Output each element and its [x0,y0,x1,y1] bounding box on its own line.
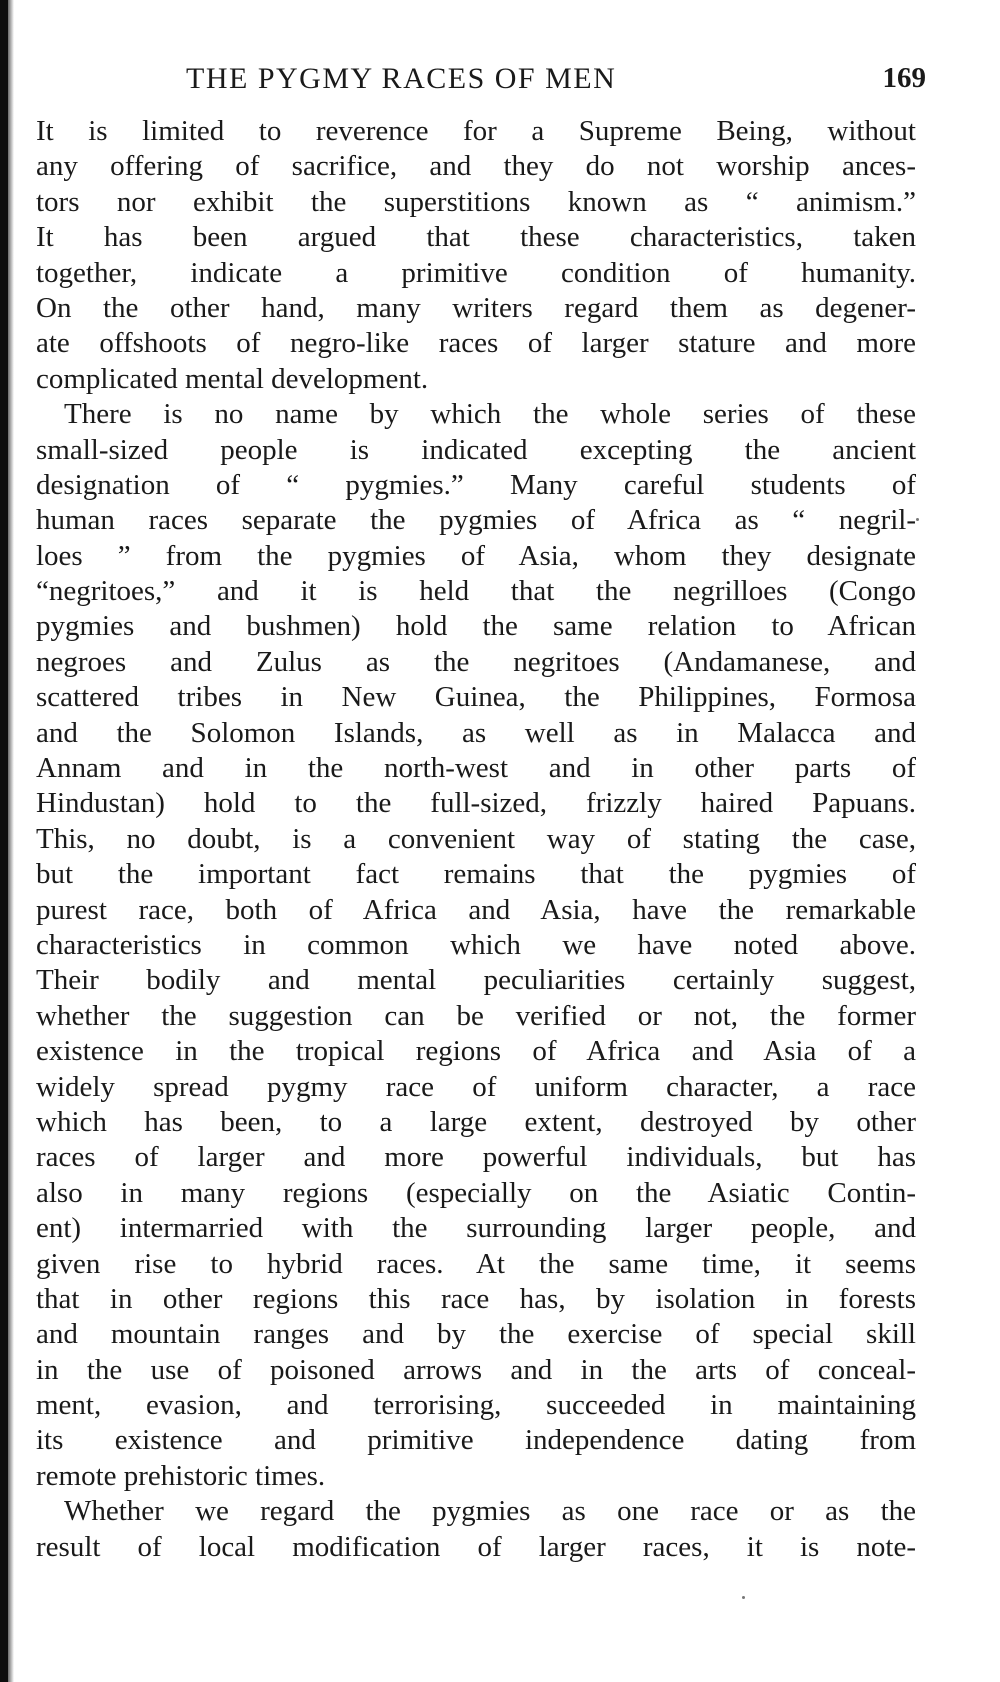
text-line: races of larger and more powerful individuals, but has [36,1141,916,1174]
text-line: in the use of poisoned arrows and in the arts of conceal- [36,1353,916,1386]
text-line: On the other hand, many writers regard them as degener- [36,291,916,324]
text-line: its existence and primitive independence dating from [36,1424,916,1457]
text-line: ment, evasion, and terrorising, succeeded in maintaining [36,1389,916,1422]
text-line: “negritoes,” and it is held that the negrilloes (Congo [36,575,916,608]
book-spine-shadow [0,0,8,1682]
text-line: complicated mental development. [36,362,429,395]
text-line: remote prehistoric times. [36,1459,326,1492]
text-line: Whether we regard the pygmies as one race or as the [64,1495,916,1528]
paper-speck [742,1596,745,1599]
paragraph-2 [36,397,916,1494]
text-line: Their bodily and mental peculiarities certainly suggest, [36,964,916,997]
text-line: which has been, to a large extent, destroyed by other [36,1105,916,1138]
text-line: result of local modification of larger races, it is note- [36,1530,916,1563]
page-number: 169 [882,62,926,94]
text-line: given rise to hybrid races. At the same time, it seems [36,1247,916,1280]
paragraph-1 [36,114,916,397]
text-line: ate offshoots of negro-like races of larger stature and more [36,327,916,360]
text-line: any offering of sacrifice, and they do not worship ances- [36,150,916,183]
text-line: negroes and Zulus as the negritoes (Andamanese, and [36,645,916,678]
page-header [36,62,926,102]
text-line: loes ” from the pygmies of Asia, whom they designate [36,539,916,572]
running-head: THE PYGMY RACES OF MEN [186,62,617,95]
text-line: purest race, both of Africa and Asia, have the remarkable [36,893,916,926]
text-line: characteristics in common which we have noted above. [36,928,916,961]
text-line: human races separate the pygmies of Africa as “ negril- [36,504,916,537]
book-spine-shadow-fade [8,0,14,1682]
text-line: whether the suggestion can be verified or not, the former [36,999,916,1032]
text-line: designation of “ pygmies.” Many careful students of [36,468,916,501]
text-line: This, no doubt, is a convenient way of stating the case, [36,822,916,855]
paper-speck [916,518,919,521]
text-line: that in other regions this race has, by isolation in forests [36,1282,916,1315]
text-line: small-sized people is indicated excepting the ancient [36,433,916,466]
paragraph-3 [36,1494,916,1565]
text-line: existence in the tropical regions of Africa and Asia of a [36,1035,916,1068]
text-line: and mountain ranges and by the exercise of special skill [36,1318,916,1351]
text-line: It is limited to reverence for a Supreme Being, without [36,115,916,147]
text-line: ent) intermarried with the surrounding larger people, and [36,1212,916,1245]
text-line: scattered tribes in New Guinea, the Philippines, Formosa [36,681,916,714]
body-text [36,114,916,1565]
text-line: widely spread pygmy race of uniform character, a race [36,1070,916,1103]
text-line: It has been argued that these characteristics, taken [36,221,916,254]
text-line: tors nor exhibit the superstitions known as “ animism.” [36,185,916,218]
text-line: Hindustan) hold to the full-sized, frizzly haired Papuans. [36,787,916,820]
text-line: and the Solomon Islands, as well as in Malacca and [36,716,916,749]
text-line: also in many regions (especially on the Asiatic Contin- [36,1176,916,1209]
text-line: Annam and in the north-west and in other parts of [36,752,916,785]
text-line: but the important fact remains that the pygmies of [36,858,916,891]
text-line: pygmies and bushmen) hold the same relation to African [36,610,916,643]
text-line: There is no name by which the whole series of these [64,398,916,431]
text-line: together, indicate a primitive condition of humanity. [36,256,916,289]
